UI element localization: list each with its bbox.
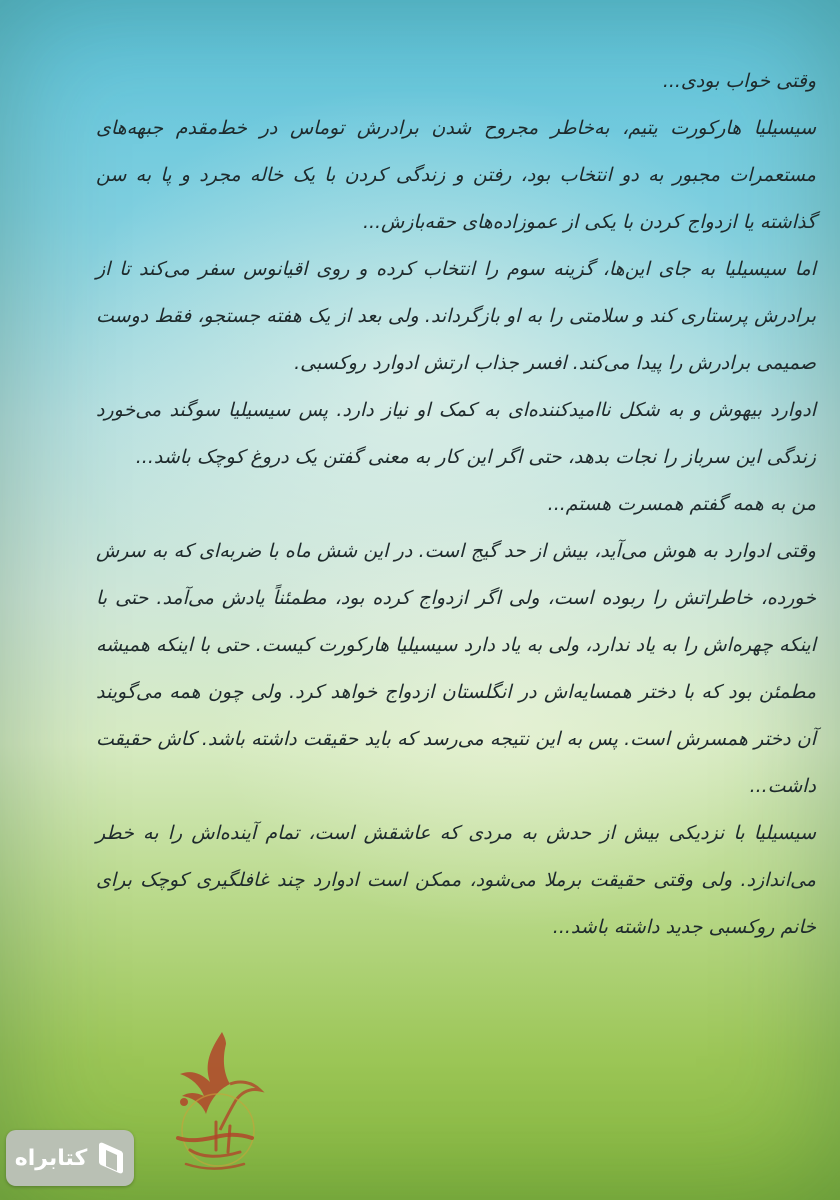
paragraph-5: من به همه گفتم همسرت هستم... [547,493,816,515]
blurb-text [96,58,816,1048]
paragraph-6: وقتی ادوارد به هوش می‌آید، بیش از حد گیج است. در این شش ماه با ضربه‌ای که به سرش خورده، خاطراتش را ربوده است، ولی اگر ازدواج کرده بود، مطمئناً یادش می‌آمد. حتی با اینکه چهره‌اش را به یاد ندارد، ولی به یاد دارد سیسیلیا هارکورت کیست. حتی با اینکه همیشه مطمئن بود که با دختر همسایه‌اش در انگلستان ازدواج خواهد کرد. ولی چون همه می‌گویند آن دختر همسرش است. پس به این نتیجه می‌رسد که باید حقیقت داشته باشد. کاش حقیقت داشت... [96,540,816,797]
paragraph-2: سیسیلیا هارکورت یتیم، به‌خاطر مجروح شدن برادرش توماس در خط‌مقدم جبهه‌های مستعمرات مجبور به دو انتخاب بود، رفتن و زندگی کردن با یک خاله مجرد و پا به سن گذاشته یا ازدواج کردن با یکی از عموزاده‌های حقه‌بازش... [96,117,816,233]
phoenix-icon [160,1030,270,1180]
badge-label: کتابراه [14,1145,88,1171]
book-logo-icon [95,1141,125,1175]
ketabrah-badge[interactable] [6,1130,134,1186]
publisher-logo [160,1030,270,1180]
paragraph-1: وقتی خواب بودی... [662,70,816,92]
paragraph-4: ادوارد بیهوش و به شکل ناامیدکننده‌ای به کمک او نیاز دارد. پس سیسیلیا سوگند می‌خورد زندگی این سرباز را نجات بدهد، حتی اگر این کار به معنی گفتن یک دروغ کوچک باشد... [96,399,816,468]
paragraph-7: سیسیلیا با نزدیکی بیش از حدش به مردی که عاشقش است، تمام آینده‌اش را به خطر می‌اندازد. ولی وقتی حقیقت برملا می‌شود، ممکن است ادوارد چند غافلگیری کوچک برای خانم روکسبی جدید داشته باشد... [96,822,816,938]
paragraph-3: اما سیسیلیا به جای این‌ها، گزینه سوم را انتخاب کرده و روی اقیانوس سفر می‌کند تا از برادرش پرستاری کند و سلامتی را به او بازگرداند. ولی بعد از یک هفته جستجو، فقط دوست صمیمی برادرش را پیدا می‌کند. افسر جذاب ارتش ادوارد روکسبی. [96,258,816,374]
